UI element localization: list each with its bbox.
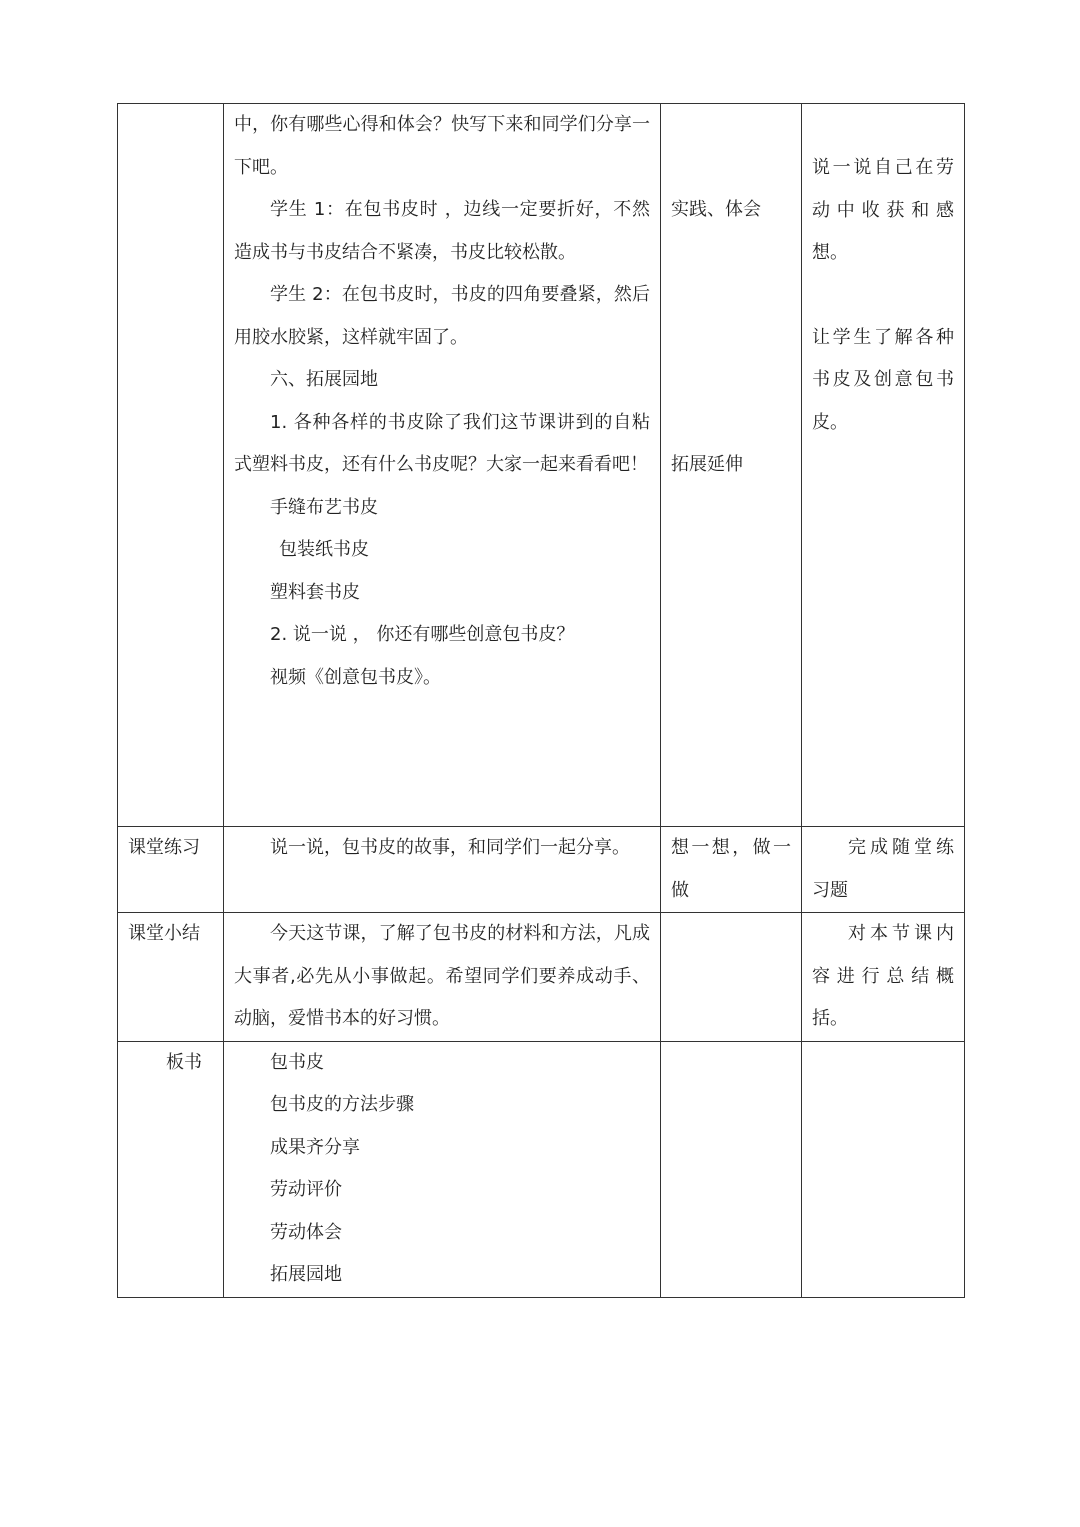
content-cell — [224, 104, 661, 827]
table-row — [118, 827, 965, 913]
intent-text: 让学生了解各种书皮及创意包书皮。 — [812, 326, 954, 433]
list-item: 包装纸书皮 — [279, 539, 369, 560]
activity-text: 想一想，做一做 — [671, 837, 791, 901]
paragraph-text: 视频《创意包书皮》。 — [270, 666, 441, 688]
row-label: 课堂小结 — [128, 923, 200, 944]
intent-text: 完成随堂练习题 — [812, 837, 954, 901]
table-row — [118, 104, 965, 827]
activity-cell — [661, 1041, 802, 1297]
list-item: 包书皮的方法步骤 — [270, 1094, 414, 1115]
row-label: 课堂练习 — [128, 837, 200, 858]
section-heading: 六、拓展园地 — [270, 369, 378, 390]
paragraph-text: 学生 1：在包书皮时 ，边线一定要折好，不然造成书与书皮结合不紧凑，书皮比较松散。 — [234, 199, 650, 263]
row-label-cell — [118, 913, 224, 1042]
intent-cell — [802, 1041, 965, 1297]
list-item: 包书皮 — [270, 1051, 324, 1073]
list-item: 手缝布艺书皮 — [270, 496, 378, 518]
intent-cell — [802, 913, 965, 1042]
paragraph-text: 说一说，包书皮的故事，和同学们一起分享。 — [270, 837, 630, 858]
paragraph-text: 中，你有哪些心得和体会？快写下来和同学们分享一下吧。 — [234, 114, 650, 178]
intent-text: 说一说自己在劳动中收获和感想。 — [812, 157, 954, 263]
paragraph-text: 学生 2：在包书皮时，书皮的四角要叠紧，然后用胶水胶紧，这样就牢固了。 — [234, 284, 650, 348]
content-cell — [224, 1041, 661, 1297]
row-label: 板书 — [166, 1051, 202, 1073]
activity-text: 拓展延伸 — [671, 453, 743, 475]
row-label-cell — [118, 827, 224, 913]
list-item: 拓展园地 — [270, 1264, 342, 1285]
table-row — [118, 1041, 965, 1297]
content-cell — [224, 913, 661, 1042]
list-item: 塑料套书皮 — [270, 581, 360, 603]
intent-cell — [802, 827, 965, 913]
activity-cell — [661, 104, 802, 827]
activity-text: 实践、体会 — [671, 199, 761, 220]
intent-text: 对本节课内容进行总结概括。 — [812, 923, 954, 1029]
paragraph-text: 今天这节课，了解了包书皮的材料和方法，凡成大事者,必先从小事做起。希望同学们要养成动手、动脑，爱惜书本的好习惯。 — [234, 923, 650, 1029]
intent-cell — [802, 104, 965, 827]
activity-cell — [661, 913, 802, 1042]
activity-cell — [661, 827, 802, 913]
content-cell — [224, 827, 661, 913]
lesson-plan-table — [117, 103, 965, 1298]
paragraph-text: 2. 说一说 ， 你还有哪些创意包书皮？ — [270, 624, 575, 645]
paragraph-text: 1. 各种各样的书皮除了我们这节课讲到的自粘式塑料书皮，还有什么书皮呢？大家一起来看看吧！ — [234, 411, 650, 475]
list-item: 成果齐分享 — [270, 1136, 360, 1158]
list-item: 劳动体会 — [270, 1221, 342, 1243]
list-item: 劳动评价 — [270, 1179, 342, 1200]
row-label-cell — [118, 1041, 224, 1297]
table-row — [118, 913, 965, 1042]
row-label-cell — [118, 104, 224, 827]
